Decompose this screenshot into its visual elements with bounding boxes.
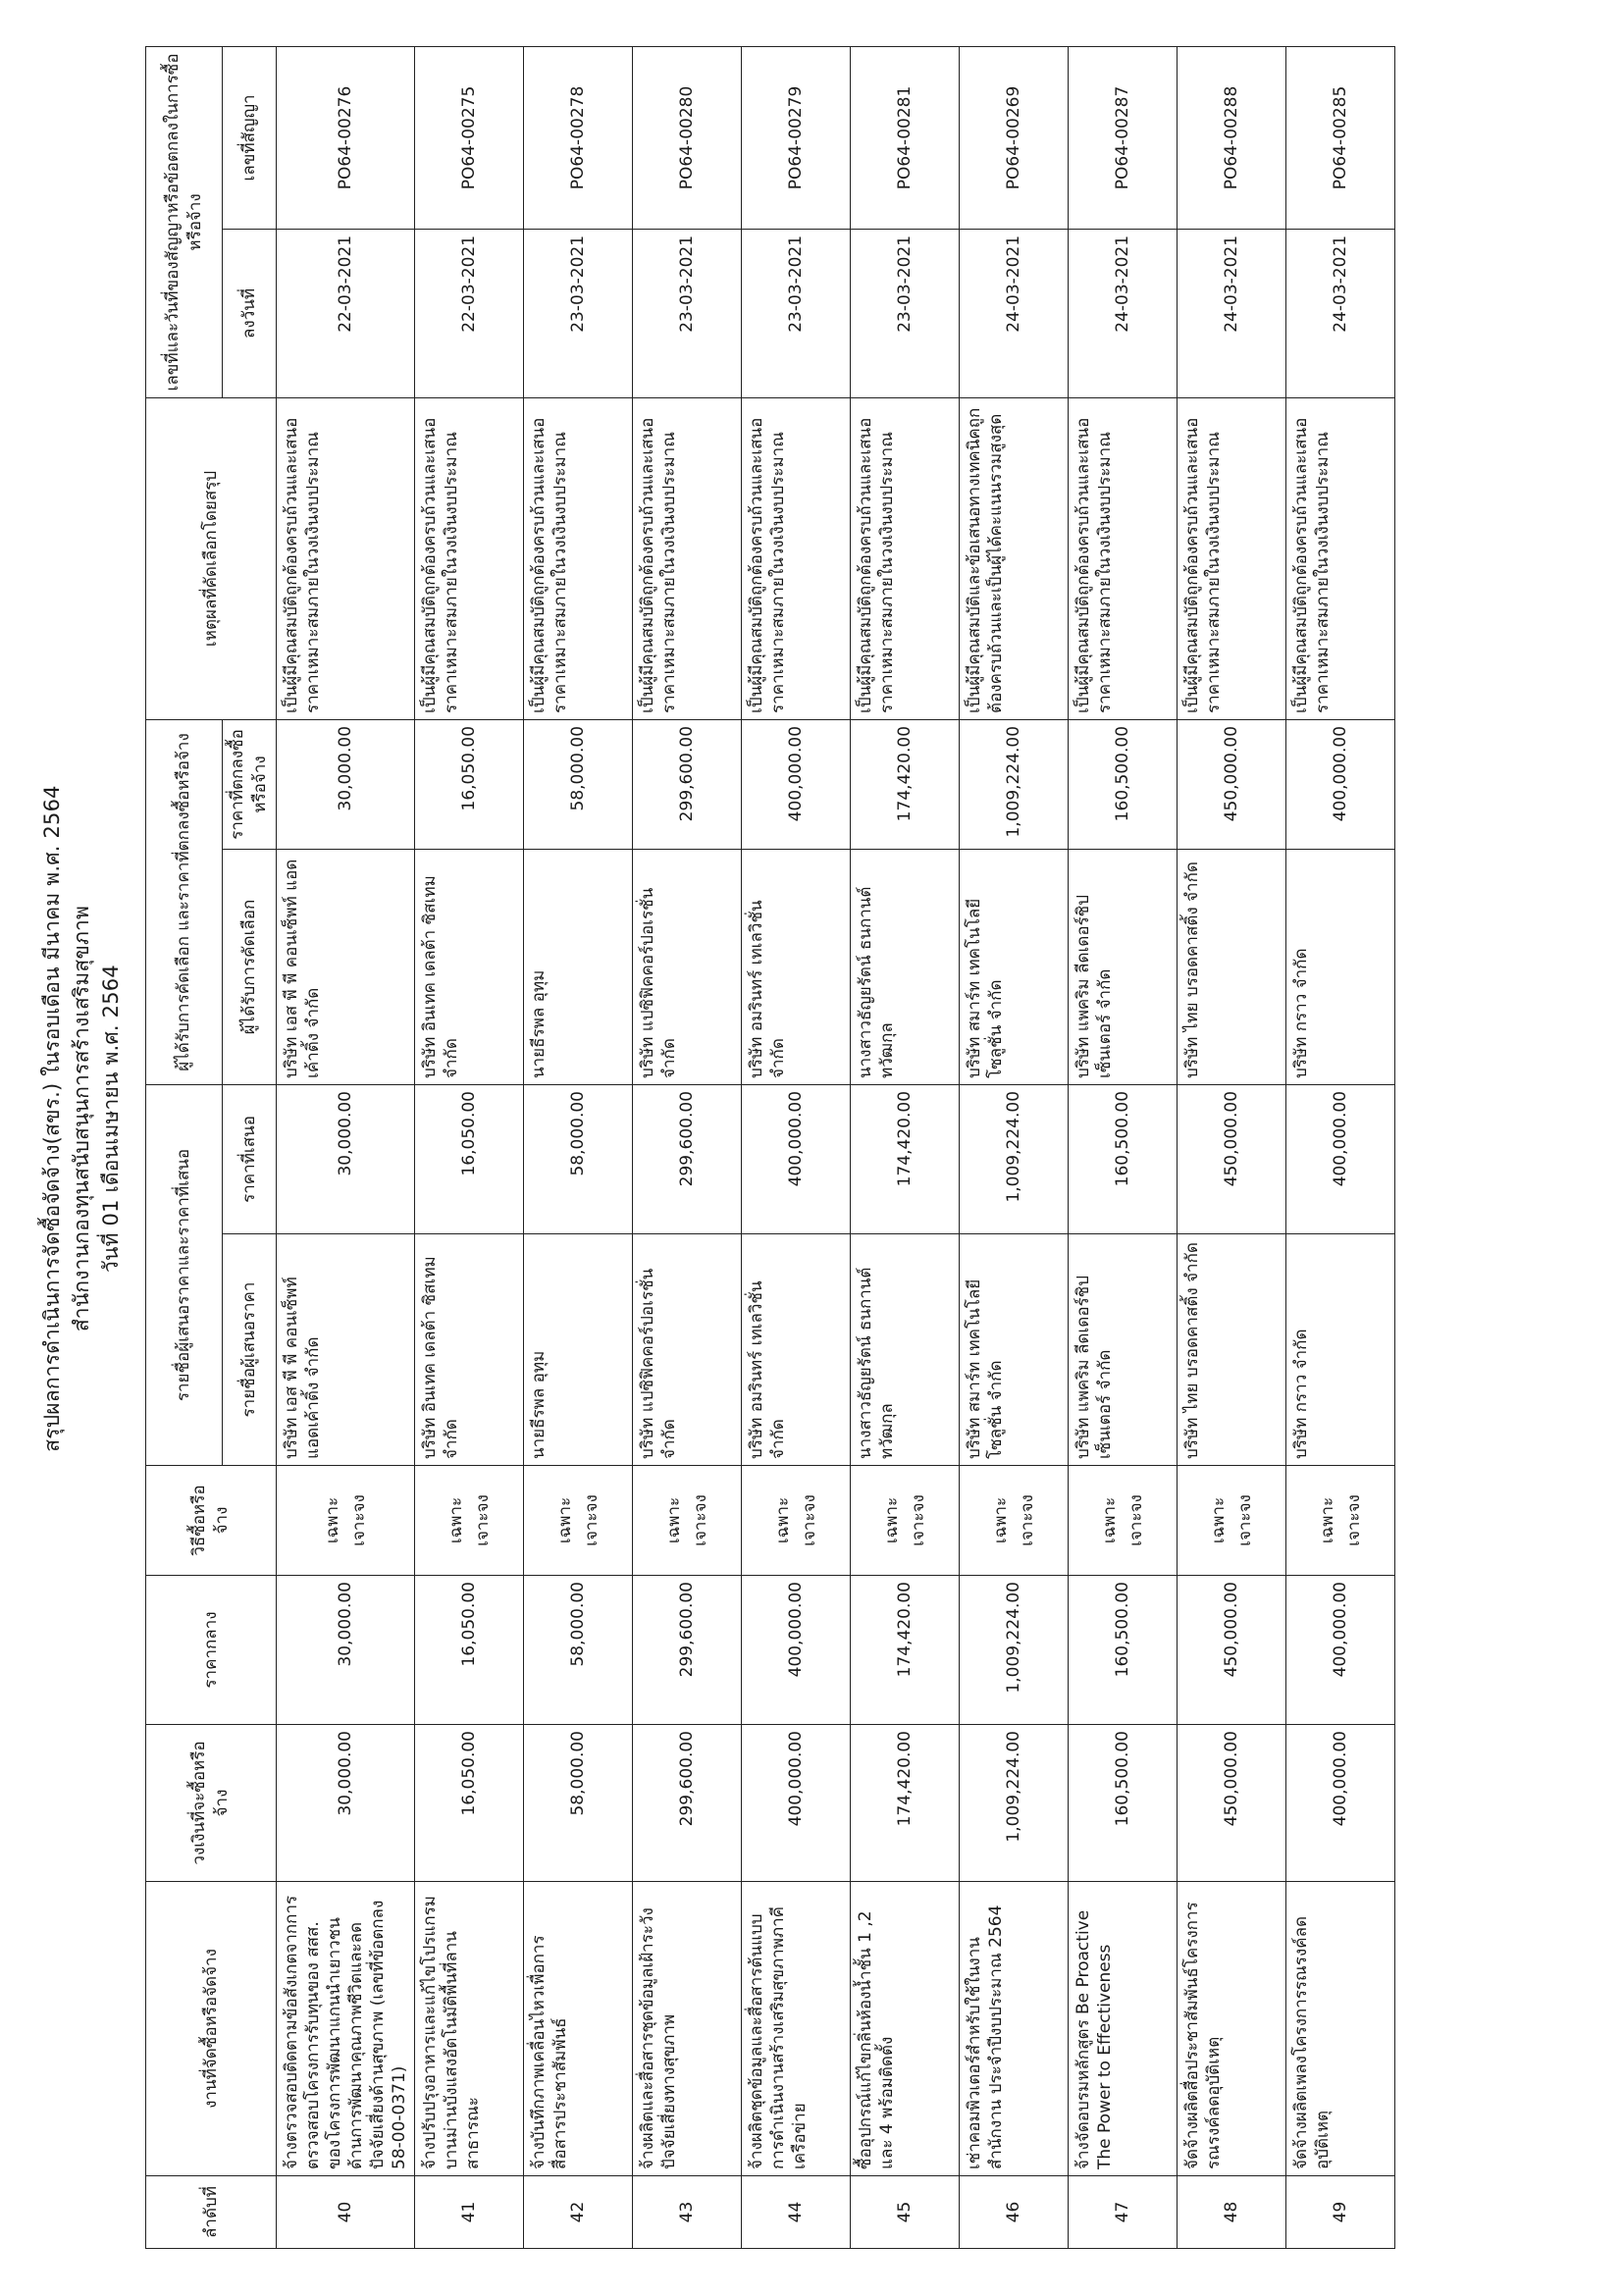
winner-name: บริษัท เอส พี พี คอนเซ็พท์ แอดเค้าติ้ง จำกัด [277,849,415,1084]
contract-date: 23-03-2021 [524,229,633,397]
col-header-no: ลำดับที่ [146,2176,277,2249]
contract-date: 23-03-2021 [633,229,742,397]
procurement-method: เฉพาะเจาะจง [1286,1466,1395,1576]
median-price: 400,000.00 [742,1576,851,1725]
contract-number: PO64-00288 [1178,46,1286,229]
bid-price: 174,420.00 [851,1084,960,1233]
procurement-method: เฉพาะเจาะจง [277,1466,415,1576]
col-header-bidder-name: รายชื่อผู้เสนอราคา [223,1234,277,1466]
bidder-name: บริษัท อินเทค เดลต้า ซิสเทม จำกัด [415,1234,524,1466]
bid-price: 1,009,224.00 [960,1084,1069,1233]
contract-date: 24-03-2021 [1286,229,1395,397]
selection-reason: เป็นผู้มีคุณสมบัติถูกต้องครบถ้วนและเสนอราคาเหมาะสมภายในวงเงินงบประมาณ [1069,397,1178,719]
row-number: 44 [742,2176,851,2249]
col-header-method: วิธีซื้อหรือจ้าง [146,1466,277,1576]
bidder-name: บริษัท ไทย บรอดคาสติ้ง จำกัด [1178,1234,1286,1466]
row-number: 42 [524,2176,633,2249]
row-number: 40 [277,2176,415,2249]
agreed-price: 16,050.00 [415,719,524,849]
bid-price: 400,000.00 [742,1084,851,1233]
procurement-method: เฉพาะเจาะจง [1069,1466,1178,1576]
col-header-winner-name: ผู้ได้รับการคัดเลือก [223,849,277,1084]
row-number: 49 [1286,2176,1395,2249]
work-description: เช่าคอมพิวเตอร์สำหรับใช้ในงานสำนักงาน ประจำปีงบประมาณ 2564 [960,1882,1069,2176]
median-price: 299,600.00 [633,1576,742,1725]
procurement-method: เฉพาะเจาะจง [415,1466,524,1576]
contract-date: 23-03-2021 [742,229,851,397]
table-row [277,46,415,2248]
contract-date: 22-03-2021 [415,229,524,397]
table-row [524,46,633,2248]
work-description: จ้างผลิตและสื่อสารชุดข้อมูลเฝ้าระวังปัจจัยเสี่ยงทางสุขภาพ [633,1882,742,2176]
median-price: 30,000.00 [277,1576,415,1725]
winner-name: บริษัท อมรินทร์ เทเลวิชั่น จำกัด [742,849,851,1084]
bidder-name: บริษัท แปซิฟิคคอร์ปอเรชั่น จำกัด [633,1234,742,1466]
work-description: จ้างผลิตชุดข้อมูลและสื่อสารต้นแบบการดำเนินงานสร้างเสริมสุขภาพภาคีเครือข่าย [742,1882,851,2176]
winner-name: บริษัท อินเทค เดลต้า ซิสเทม จำกัด [415,849,524,1084]
agreed-price: 160,500.00 [1069,719,1178,849]
bidder-name: บริษัท อมรินทร์ เทเลวิชั่น จำกัด [742,1234,851,1466]
row-number: 48 [1178,2176,1286,2249]
contract-number: PO64-00276 [277,46,415,229]
median-price: 400,000.00 [1286,1576,1395,1725]
col-header-winner-group: ผู้ได้รับการคัดเลือก และราคาที่ตกลงซื้อหรือจ้าง [146,719,223,1084]
work-description: จ้างตรวจสอบติดตามข้อสังเกตจากการตรวจสอบโครงการรับทุนของ สสส. ของโครงการพัฒนาแกนนำเยาวชนด้านการพัฒนาคุณภาพชีวิตและลดปัจจัยเสี่ยงด้านสุขภาพ (เลขที่ข้อตกลง 58-00-0371) [277,1882,415,2176]
col-header-contract-no: เลขที่สัญญา [223,46,277,229]
table-row [851,46,960,2248]
selection-reason: เป็นผู้มีคุณสมบัติถูกต้องครบถ้วนและเสนอราคาเหมาะสมภายในวงเงินงบประมาณ [633,397,742,719]
winner-name: บริษัท สมาร์ท เทคโนโลยี โซลูชั่น จำกัด [960,849,1069,1084]
agreed-price: 299,600.00 [633,719,742,849]
bidder-name: บริษัท เอส พี พี คอนเซ็พท์ แอดเค้าติ้ง จำกัด [277,1234,415,1466]
selection-reason: เป็นผู้มีคุณสมบัติถูกต้องครบถ้วนและเสนอราคาเหมาะสมภายในวงเงินงบประมาณ [1178,397,1286,719]
agreed-price: 58,000.00 [524,719,633,849]
bid-price: 160,500.00 [1069,1084,1178,1233]
contract-date: 22-03-2021 [277,229,415,397]
contract-number: PO64-00275 [415,46,524,229]
selection-reason: เป็นผู้มีคุณสมบัติและข้อเสนอทางเทคนิคถูกต้องครบถ้วนและเป็นผู้ได้คะแนนรวมสูงสุด [960,397,1069,719]
bidder-name: นายธีรพล อุทุม [524,1234,633,1466]
bid-price: 30,000.00 [277,1084,415,1233]
col-header-winner-price: ราคาที่ตกลงซื้อ หรือจ้าง [223,719,277,849]
work-description: ซื้ออุปกรณ์แก้ไขกลิ่นห้องน้ำชั้น 1 ,2 และ 4 พร้อมติดตั้ง [851,1882,960,2176]
winner-name: บริษัท แพคริม ลีดเดอร์ชิป เซ็นเตอร์ จำกัด [1069,849,1178,1084]
agreed-price: 30,000.00 [277,719,415,849]
work-description: จัดจ้างผลิตสื่อประชาสัมพันธ์โครงการรณรงค์ลดอุบัติเหตุ [1178,1882,1286,2176]
table-row [1069,46,1178,2248]
col-header-bidders-group: รายชื่อผู้เสนอราคาและราคาที่เสนอ [146,1084,223,1465]
winner-name: บริษัท ไทย บรอดคาสติ้ง จำกัด [1178,849,1286,1084]
winner-name: นางสาวธัญยรัตน์ ธนกานต์ทวัฒกุล [851,849,960,1084]
work-description: จัดจ้างผลิตเพลงโครงการรณรงค์ลดอุบัติเหตุ [1286,1882,1395,2176]
budget-amount: 30,000.00 [277,1725,415,1882]
budget-amount: 174,420.00 [851,1725,960,1882]
col-header-budget: วงเงินที่จะซื้อหรือจ้าง [146,1725,277,1882]
selection-reason: เป็นผู้มีคุณสมบัติถูกต้องครบถ้วนและเสนอราคาเหมาะสมภายในวงเงินงบประมาณ [277,397,415,719]
median-price: 58,000.00 [524,1576,633,1725]
contract-number: PO64-00278 [524,46,633,229]
bidder-name: นางสาวธัญยรัตน์ ธนกานต์ทวัฒกุล [851,1234,960,1466]
work-description: จ้างปรับปรุงอาหารและแก้ไขโปรแกรมบานม่านบังแสงอัตโนมัติพื้นที่ลานสาธารณะ [415,1882,524,2176]
row-number: 45 [851,2176,960,2249]
contract-date: 23-03-2021 [851,229,960,397]
row-number: 47 [1069,2176,1178,2249]
table-row [633,46,742,2248]
agreed-price: 400,000.00 [742,719,851,849]
procurement-method: เฉพาะเจาะจง [960,1466,1069,1576]
selection-reason: เป็นผู้มีคุณสมบัติถูกต้องครบถ้วนและเสนอราคาเหมาะสมภายในวงเงินงบประมาณ [851,397,960,719]
agreed-price: 400,000.00 [1286,719,1395,849]
table-row [742,46,851,2248]
agreed-price: 450,000.00 [1178,719,1286,849]
bidder-name: บริษัท กราว จำกัด [1286,1234,1395,1466]
contract-number: PO64-00281 [851,46,960,229]
bid-price: 400,000.00 [1286,1084,1395,1233]
row-number: 41 [415,2176,524,2249]
col-header-bid-price: ราคาที่เสนอ [223,1084,277,1233]
budget-amount: 450,000.00 [1178,1725,1286,1882]
row-number: 46 [960,2176,1069,2249]
contract-date: 24-03-2021 [1069,229,1178,397]
bid-price: 299,600.00 [633,1084,742,1233]
budget-amount: 400,000.00 [742,1725,851,1882]
procurement-method: เฉพาะเจาะจง [1178,1466,1286,1576]
table-row [1286,46,1395,2248]
table-row [960,46,1069,2248]
median-price: 16,050.00 [415,1576,524,1725]
bidder-name: บริษัท แพคริม ลีดเดอร์ชิป เซ็นเตอร์ จำกัด [1069,1234,1178,1466]
table-row [1178,46,1286,2248]
contract-number: PO64-00279 [742,46,851,229]
bid-price: 450,000.00 [1178,1084,1286,1233]
median-price: 1,009,224.00 [960,1576,1069,1725]
winner-name: นายธีรพล อุทุม [524,849,633,1084]
procurement-method: เฉพาะเจาะจง [524,1466,633,1576]
budget-amount: 299,600.00 [633,1725,742,1882]
work-description: จ้างจัดอบรมหลักสูตร Be Proactive The Power to Effectiveness [1069,1882,1178,2176]
col-header-contract-date: ลงวันที่ [223,229,277,397]
budget-amount: 58,000.00 [524,1725,633,1882]
bidder-name: บริษัท สมาร์ท เทคโนโลยี โซลูชั่น จำกัด [960,1234,1069,1466]
budget-amount: 1,009,224.00 [960,1725,1069,1882]
procurement-method: เฉพาะเจาะจง [633,1466,742,1576]
row-number: 43 [633,2176,742,2249]
contract-number: PO64-00280 [633,46,742,229]
selection-reason: เป็นผู้มีคุณสมบัติถูกต้องครบถ้วนและเสนอราคาเหมาะสมภายในวงเงินงบประมาณ [742,397,851,719]
table-row [415,46,524,2248]
bid-price: 16,050.00 [415,1084,524,1233]
work-description: จ้างบันทึกภาพเคลื่อนไหวเพื่อการสื่อสารประชาสัมพันธ์ [524,1882,633,2176]
col-header-item: งานที่จัดซื้อหรือจัดจ้าง [146,1882,277,2176]
document-header [37,118,126,2119]
winner-name: บริษัท แปซิฟิคคอร์ปอเรชั่น จำกัด [633,849,742,1084]
bid-price: 58,000.00 [524,1084,633,1233]
contract-number: PO64-00285 [1286,46,1395,229]
contract-number: PO64-00269 [960,46,1069,229]
contract-number: PO64-00287 [1069,46,1178,229]
winner-name: บริษัท กราว จำกัด [1286,849,1395,1084]
procurement-method: เฉพาะเจาะจง [742,1466,851,1576]
agreed-price: 1,009,224.00 [960,719,1069,849]
table-header [146,46,277,2248]
budget-amount: 160,500.00 [1069,1725,1178,1882]
agency-name: สำนักงานกองทุนสนับสนุนการสร้างเสริมสุขภาพ [70,905,93,1332]
contract-date: 24-03-2021 [960,229,1069,397]
procurement-method: เฉพาะเจาะจง [851,1466,960,1576]
col-header-contract-group: เลขที่และวันที่ของสัญญาหรือข้อตกลงในการซื้อหรือจ้าง [146,46,223,397]
selection-reason: เป็นผู้มีคุณสมบัติถูกต้องครบถ้วนและเสนอราคาเหมาะสมภายในวงเงินงบประมาณ [524,397,633,719]
median-price: 174,420.00 [851,1576,960,1725]
selection-reason: เป็นผู้มีคุณสมบัติถูกต้องครบถ้วนและเสนอราคาเหมาะสมภายในวงเงินงบประมาณ [415,397,524,719]
table-body [277,46,1395,2248]
col-header-median: ราคากลาง [146,1576,277,1725]
budget-amount: 400,000.00 [1286,1725,1395,1882]
median-price: 450,000.00 [1178,1576,1286,1725]
selection-reason: เป็นผู้มีคุณสมบัติถูกต้องครบถ้วนและเสนอราคาเหมาะสมภายในวงเงินงบประมาณ [1286,397,1395,719]
median-price: 160,500.00 [1069,1576,1178,1725]
budget-amount: 16,050.00 [415,1725,524,1882]
procurement-table [145,46,1395,2249]
agreed-price: 174,420.00 [851,719,960,849]
report-date: วันที่ 01 เดือนเมษายน พ.ศ. 2564 [99,965,123,1273]
contract-date: 24-03-2021 [1178,229,1286,397]
col-header-reason: เหตุผลที่คัดเลือกโดยสรุป [146,397,277,719]
report-title: สรุปผลการดำเนินการจัดซื้อจัดจ้าง(สขร.) ในรอบเดือน มีนาคม พ.ศ. 2564 [40,785,64,1452]
